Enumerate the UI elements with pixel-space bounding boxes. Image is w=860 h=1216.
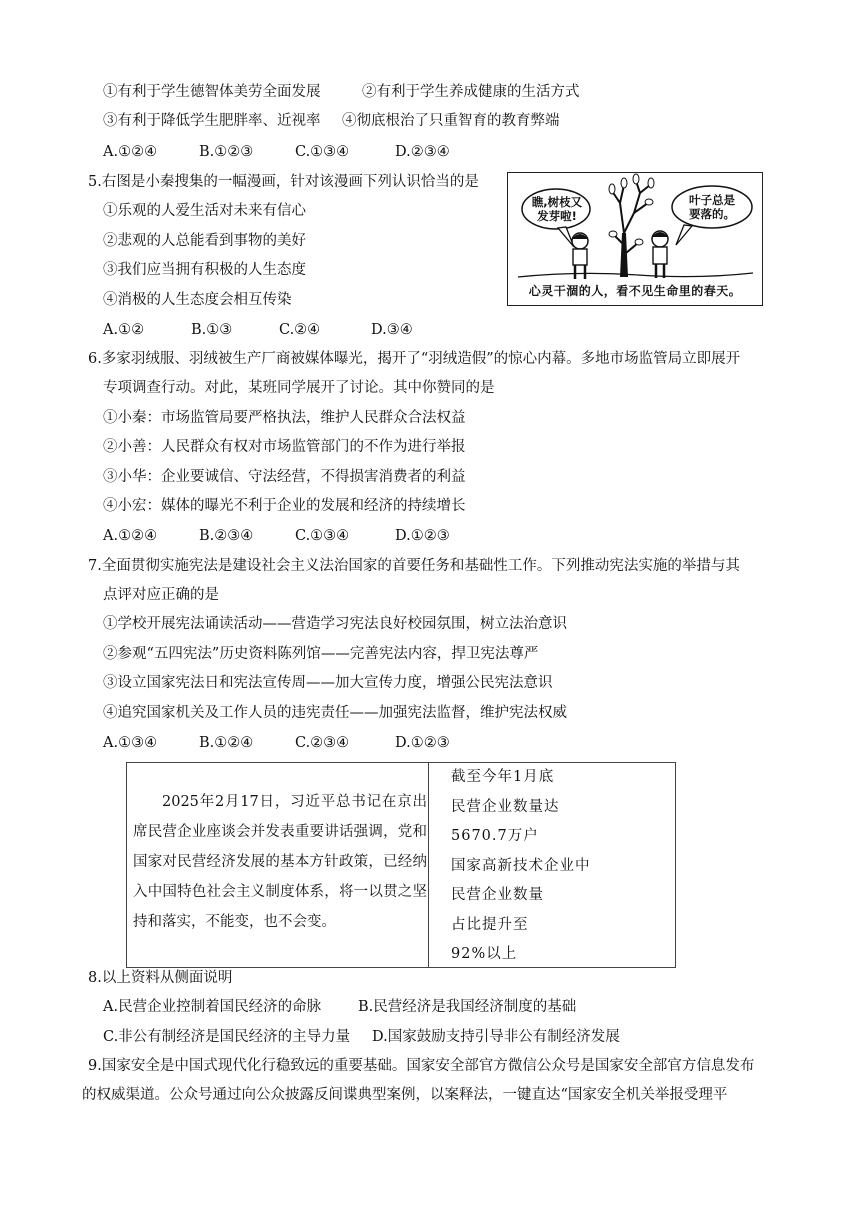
q5-choices xyxy=(103,320,413,340)
q7-item-4: ④追究国家机关及工作人员的违宪责任——加强宪法监督，维护宪法权威 xyxy=(103,705,567,721)
q6-stem-line-2: 专项调查行动。对此，某班同学展开了讨论。其中你赞同的是 xyxy=(103,380,495,396)
comic-bubble-right-line-1: 叶子总是 xyxy=(689,193,735,207)
material-stat-line: 92%以上 xyxy=(451,946,518,962)
q5-item-2: ②悲观的人总能看到事物的美好 xyxy=(103,233,306,249)
q9-line-2: 的权威渠道。公众号通过向公众披露反间谍典型案例，以案释法，一键直达“国家安全机关举报受理平 xyxy=(82,1087,728,1103)
comic-bubble-left-line-1: 瞧,树枝又 xyxy=(531,195,583,209)
q7-choice-c[interactable]: C.②③④ xyxy=(295,735,350,751)
comic-bubble-right xyxy=(676,193,748,221)
material-stat-line: 民营企业数量达 xyxy=(451,798,560,815)
q6-choice-b[interactable]: B.②③④ xyxy=(199,528,254,544)
q4-choice-d[interactable]: D.②③④ xyxy=(395,144,450,160)
q4-option-3: ③有利于降低学生肥胖率、近视率 xyxy=(103,113,321,129)
q5-item-1: ①乐观的人爱生活对未来有信心 xyxy=(103,203,306,219)
q4-option-1: ①有利于学生德智体美劳全面发展 xyxy=(103,84,321,100)
material-right-stats xyxy=(451,763,591,970)
q6-item-4: ④小宏：媒体的曝光不利于企业的发展和经济的持续增长 xyxy=(103,498,466,514)
q7-item-3: ③设立国家宪法日和宪法宣传周——加大宣传力度，增强公民宪法意识 xyxy=(103,675,553,691)
q9-line-1: 9.国家安全是中国式现代化行稳致远的重要基础。国家安全部官方微信公众号是国家安全部官方信息发布 xyxy=(88,1058,755,1074)
material-stat-line: 民营企业数量 xyxy=(451,887,544,903)
material-box xyxy=(126,762,676,968)
q8-stem: 8.以上资料从侧面说明 xyxy=(88,970,233,986)
q4-choices xyxy=(103,142,450,162)
q6-item-1: ①小秦：市场监管局要严格执法，维护人民群众合法权益 xyxy=(103,410,466,426)
q8-choice-d[interactable]: D.国家鼓励支持引导非公有制经济发展 xyxy=(372,1029,620,1045)
q5-item-3: ③我们应当拥有积极的人生态度 xyxy=(103,262,306,278)
q5-choice-d[interactable]: D.③④ xyxy=(371,322,413,338)
material-divider xyxy=(428,763,429,967)
q7-choice-d[interactable]: D.①②③ xyxy=(395,735,450,751)
q7-stem-line-1: 7.全面贯彻实施宪法是建设社会主义法治国家的首要任务和基础性工作。下列推动宪法实施的举措与其 xyxy=(88,558,740,574)
q7-stem-line-2: 点评对应正确的是 xyxy=(103,587,219,603)
q4-option-2: ②有利于学生养成健康的生活方式 xyxy=(362,84,580,100)
q7-choices xyxy=(103,733,450,753)
q8-choice-b[interactable]: B.民营经济是我国经济制度的基础 xyxy=(358,999,577,1015)
comic-caption: 心灵干涸的人，看不见生命里的春天。 xyxy=(528,284,742,298)
comic-bubble-left-line-2: 发芽啦! xyxy=(537,209,577,223)
q5-stem: 5.右图是小秦搜集的一幅漫画，针对该漫画下列认识恰当的是 xyxy=(88,174,479,190)
q6-item-2: ②小善：人民群众有权对市场监管部门的不作为进行举报 xyxy=(103,439,466,455)
q6-stem-line-1: 6.多家羽绒服、羽绒被生产厂商被媒体曝光，揭开了“羽绒造假”的惊心内幕。多地市场监管局立即展开 xyxy=(88,351,741,367)
material-stat-line: 5670.7万户 xyxy=(451,828,539,844)
q6-choice-c[interactable]: C.①③④ xyxy=(295,528,350,544)
q6-choice-d[interactable]: D.①②③ xyxy=(395,528,450,544)
q5-choice-b[interactable]: B.①③ xyxy=(191,322,233,338)
q7-choice-b[interactable]: B.①②④ xyxy=(199,735,254,751)
q8-choice-c[interactable]: C.非公有制经济是国民经济的主导力量 xyxy=(103,1029,351,1045)
comic-bubble-right-line-2: 要落的。 xyxy=(689,207,735,221)
q5-choice-a[interactable]: A.①② xyxy=(103,322,145,338)
comic-illustration xyxy=(507,172,763,306)
comic-bubble-left xyxy=(526,195,588,223)
q7-item-1: ①学校开展宪法诵读活动——营造学习宪法良好校园氛围，树立法治意识 xyxy=(103,616,567,632)
q4-choice-b[interactable]: B.①②③ xyxy=(199,144,254,160)
q6-item-3: ③小华：企业要诚信、守法经营，不得损害消费者的利益 xyxy=(103,469,466,485)
q7-choice-a[interactable]: A.①③④ xyxy=(103,735,158,751)
q5-item-4: ④消极的人生态度会相互传染 xyxy=(103,292,292,308)
q6-choice-a[interactable]: A.①②④ xyxy=(103,528,158,544)
material-stat-line: 国家高新技术企业中 xyxy=(451,857,591,874)
q4-choice-c[interactable]: C.①③④ xyxy=(295,144,350,160)
q5-choice-c[interactable]: C.②④ xyxy=(279,322,321,338)
q8-choice-a[interactable]: A.民营企业控制着国民经济的命脉 xyxy=(103,999,322,1015)
material-stat-line: 截至今年1月底 xyxy=(451,769,555,785)
q7-item-2: ②参观“五四宪法”历史资料陈列馆——完善宪法内容，捍卫宪法尊严 xyxy=(103,646,539,662)
q4-choice-a[interactable]: A.①②④ xyxy=(103,144,158,160)
q6-choices xyxy=(103,526,450,546)
q4-option-4: ④彻底根治了只重智育的教育弊端 xyxy=(342,113,560,129)
material-left-text: 2025年2月17日，习近平总书记在京出席民营企业座谈会并发表重要讲话强调，党和国家对民营经济发展的基本方针政策，已经纳入中国特色社会主义制度体系，将一以贯之坚持和落实，不能变，也不会变。 xyxy=(133,794,427,930)
material-stat-line: 占比提升至 xyxy=(451,916,529,933)
